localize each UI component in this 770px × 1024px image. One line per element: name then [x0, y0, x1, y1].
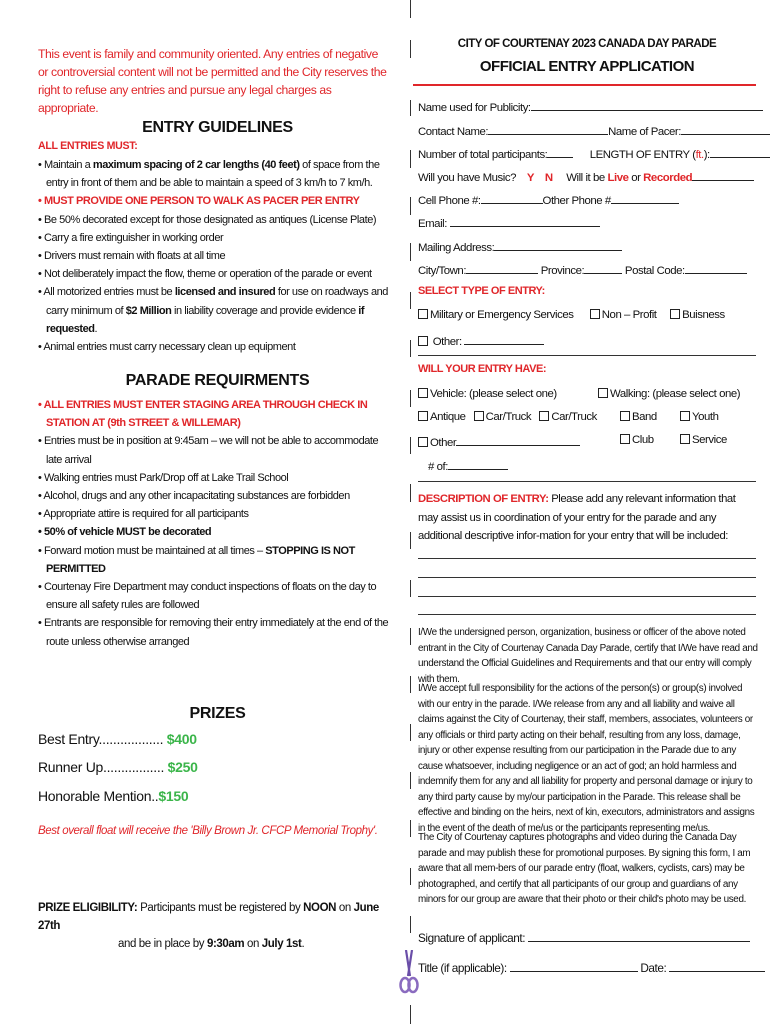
- email-field[interactable]: Email:: [418, 215, 600, 230]
- cut-line: [410, 40, 411, 58]
- phone-field[interactable]: Cell Phone #: Other Phone #: [418, 192, 679, 207]
- list-item: • Appropriate attire is required for all participants: [38, 508, 249, 521]
- list-item: • Animal entries must carry necessary clean up equipment: [38, 341, 296, 354]
- cut-line: [410, 868, 411, 885]
- youth-checkbox[interactable]: Youth: [680, 411, 718, 423]
- cartruck-checkbox[interactable]: Car/Truck: [474, 411, 532, 423]
- vehicle-walking-row[interactable]: [418, 388, 557, 400]
- prize-best-entry: Best Entry.................. $400: [38, 731, 197, 747]
- list-item: • Maintain a maximum spacing of 2 car lengths (40 feet) of space from the entry in front of them and be able to maintain a speed of 3 km/h to 7 km/h.: [38, 159, 380, 190]
- list-item: • Be 50% decorated except for those designated as antiques (License Plate): [38, 213, 377, 226]
- prize-runner-up: Runner Up................. $250: [38, 759, 198, 775]
- notice-text: This event is family and community oriented. Any entries of negative or controversial content will not be permitted and the City reserves the right to refuse any entries and pursue any legal charges as appropriate.: [38, 47, 387, 115]
- participants-length-field[interactable]: Number of total participants: LENGTH OF ENTRY (ft.):: [418, 146, 770, 161]
- description-line[interactable]: [418, 614, 756, 615]
- signature-field[interactable]: Signature of applicant:: [418, 930, 750, 945]
- requirements-list: [38, 396, 390, 651]
- band-checkbox[interactable]: Band: [620, 411, 657, 423]
- select-type-label: SELECT TYPE OF ENTRY:: [418, 285, 545, 297]
- parade-requirements-title: PARADE REQUIRMENTS: [125, 372, 310, 389]
- list-item: • Forward motion must be maintained at all times – STOPPING IS NOT PERMITTED: [38, 544, 355, 575]
- club-checkbox[interactable]: Club: [620, 434, 654, 446]
- cut-line: [410, 0, 411, 18]
- all-entries-must-label: ALL ENTRIES MUST:: [38, 140, 138, 152]
- will-entry-have-label: WILL YOUR ENTRY HAVE:: [418, 363, 547, 375]
- list-item: • All motorized entries must be licensed and insured for use on roadways and carry minimum of $2 Million in liability coverage and provide evidence if requested.: [38, 286, 388, 335]
- section-rule: [418, 481, 756, 482]
- list-item: • Walking entries must Park/Drop off at Lake Trail School: [38, 471, 289, 484]
- prize-eligibility: PRIZE ELIGIBILITY: Participants must be registered by NOON on June 27th and be in place by 9:30am on July 1st.: [38, 902, 379, 950]
- cut-line: [410, 820, 411, 837]
- title-date-field[interactable]: Title (if applicable): Date:: [418, 960, 765, 975]
- business-checkbox[interactable]: Buisness: [670, 309, 725, 321]
- cartruck-checkbox-2[interactable]: Car/Truck: [539, 411, 597, 423]
- scissors-icon: [397, 950, 421, 996]
- publicity-name-field[interactable]: Name used for Publicity:: [418, 99, 763, 114]
- entry-guidelines-title: ENTRY GUIDELINES: [142, 119, 293, 136]
- music-field[interactable]: Will you have Music? Y N Will it be Live or Recorded: [418, 169, 754, 184]
- cut-line: [410, 628, 411, 645]
- cut-line: [410, 484, 411, 502]
- cut-line: [410, 676, 411, 693]
- description-line[interactable]: [418, 577, 756, 578]
- description-line[interactable]: [418, 558, 756, 559]
- list-item: • Entrants are responsible for removing their entry immediately at the end of the route unless otherwise arranged: [38, 617, 389, 648]
- list-item: • Drivers must remain with floats at all time: [38, 250, 226, 263]
- cut-line: [410, 916, 411, 933]
- list-item: • Entries must be in position at 9:45am – we will not be able to accommodate late arrival: [38, 435, 379, 466]
- section-rule: [418, 355, 756, 356]
- certify-paragraph: I/We the undersigned person, organization, business or officer of the above noted entrant in the City of Courtenay Canada Day Parade, certify that I/We have read and understand the Official Guidelines and Requirements and that our entry will comply with them.: [418, 627, 758, 685]
- list-item: • Not deliberately impact the flow, theme or operation of the parade or event: [38, 268, 372, 281]
- other-vehicle-field[interactable]: Other: [418, 434, 580, 449]
- header-rule: [413, 84, 756, 86]
- list-item: • Alcohol, drugs and any other incapacitating substances are forbidden: [38, 490, 350, 503]
- walking-checkbox[interactable]: Walking: (please select one): [598, 388, 740, 400]
- antique-checkbox[interactable]: Antique: [418, 411, 465, 423]
- cut-line: [410, 340, 411, 357]
- photo-consent-paragraph: The City of Courtenay captures photographs and video during the Canada Day parade and may publish these for promotional purposes. By signing this form, I am aware that all mem-bers of our parade entry (float, walkers, cyclists, cars) may be photographed, and certify that all participants of our group and guardians of any minors for our group are aware that their photo or their child's photo may be used.: [418, 832, 751, 905]
- city-province-postal-field[interactable]: City/Town: Province: Postal Code:: [418, 262, 747, 277]
- description-line[interactable]: [418, 596, 756, 597]
- cut-line: [410, 197, 411, 215]
- mailing-address-field[interactable]: Mailing Address:: [418, 239, 622, 254]
- cut-line: [410, 243, 411, 261]
- contact-name-field[interactable]: Contact Name: Name of Pacer:: [418, 123, 770, 138]
- military-checkbox[interactable]: Military or Emergency Services: [418, 309, 573, 321]
- description-label: DESCRIPTION OF ENTRY: Please add any relevant information that may assist us in coordination of your entry for the parade and any additional descriptive infor-mation for your entry that will be included:: [418, 493, 736, 542]
- number-of-field[interactable]: # of:: [428, 458, 508, 473]
- cut-line: [410, 772, 411, 789]
- prize-honorable-mention: Honorable Mention..$150: [38, 788, 189, 804]
- other-type-field[interactable]: Other:: [418, 333, 544, 348]
- cut-line: [410, 580, 411, 597]
- cut-line: [410, 390, 411, 407]
- cut-line: [410, 150, 411, 168]
- nonprofit-checkbox[interactable]: Non – Profit: [590, 309, 657, 321]
- list-item: • Carry a fire extinguisher in working order: [38, 231, 224, 244]
- cut-line: [410, 1005, 411, 1024]
- trophy-note: Best overall float will receive the 'Billy Brown Jr. CFCP Memorial Trophy'.: [38, 825, 378, 837]
- form-header-city: CITY OF COURTENAY 2023 CANADA DAY PARADE: [457, 38, 717, 50]
- cut-line: [410, 437, 411, 454]
- form-header-title: OFFICIAL ENTRY APPLICATION: [479, 58, 695, 75]
- guidelines-list: [38, 156, 388, 356]
- liability-paragraph: I/We accept full responsibility for the actions of the person(s) or group(s) involved with our entry in the parade. I/We release from any and all liability and waive all claims against the City of Courtenay, their staff, members, associates, volunteers or any officials or third party acting on their behalf, resulting from any loss, damage, injury or other expense resulting from our participation in the Parade due to any cause whatsoever, including negligence or an act of god; an hold harmless and indemnify them for any and all liability for property and personal damage or injury to any third party cause by my/our participation in the Parade. This release shall be effective and binding on the heirs, next of kin, executors, administrators and assigns in the event of the death of me/us or the participants representing me/us.: [418, 683, 755, 834]
- list-item: • Courtenay Fire Department may conduct inspections of floats on the day to ensure all safety rules are followed: [38, 581, 377, 612]
- cut-line: [410, 532, 411, 549]
- cut-line: [410, 292, 411, 309]
- vehicle-checkbox[interactable]: Vehicle: (please select one): [418, 388, 557, 400]
- prizes-title: PRIZES: [189, 705, 246, 722]
- cut-line: [410, 724, 411, 741]
- list-item: • ALL ENTRIES MUST ENTER STAGING AREA THROUGH CHECK IN STATION AT (9th STREET & WILLEMAR): [38, 399, 368, 430]
- list-item: • 50% of vehicle MUST be decorated: [38, 526, 212, 539]
- cut-line: [410, 100, 411, 116]
- list-item: • MUST PROVIDE ONE PERSON TO WALK AS PACER PER ENTRY: [38, 195, 360, 208]
- service-checkbox[interactable]: Service: [680, 434, 727, 446]
- vehicle-type-options[interactable]: [418, 411, 597, 423]
- entry-type-options[interactable]: [418, 309, 725, 321]
